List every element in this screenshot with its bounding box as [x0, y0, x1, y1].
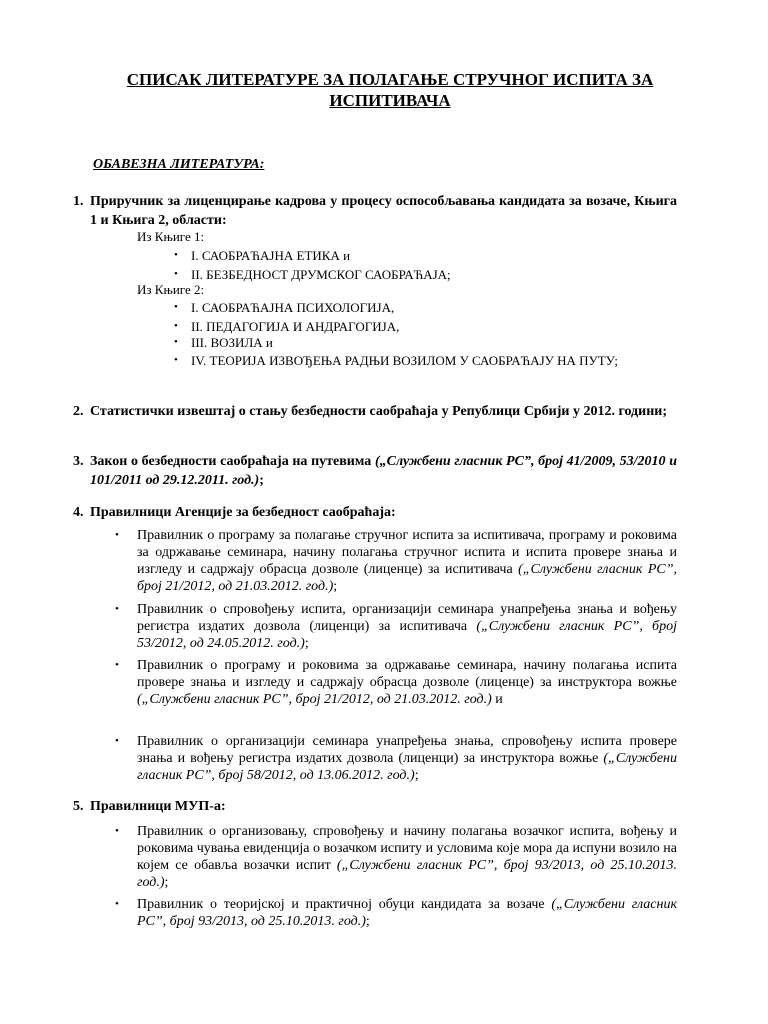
book1-label: Из Књиге 1: — [137, 229, 205, 244]
gazette-reference: („Службени гласник РС”, број 21/2012, од 21.03.2012. год.) — [137, 562, 678, 594]
bullet-icon: • — [115, 659, 119, 671]
bullet-icon: • — [174, 354, 178, 366]
gazette-reference: („Службени гласник РС”, број 93/2013, од 25.10.2013. год.) — [137, 897, 677, 929]
bullet-icon: • — [115, 898, 119, 910]
list-item: • IV. ТЕОРИЈА ИЗВОЂЕЊА РАДЊИ ВОЗИЛОМ У САОБРАЋАЈУ НА ПУТУ; — [174, 353, 618, 368]
list-item: • II. БЕЗБЕДНОСТ ДРУМСКОГ САОБРАЋАЈА; — [174, 267, 451, 282]
list-item: • III. ВОЗИЛА и — [174, 335, 273, 350]
rule-item: • Правилник о спровођењу испита, организацији семинара унапређења знања и вођењу регистра издатих дозвола (лиценци) за испитивача („Службени гласник РС”, број 53/2012, од 24.05.2012. год.); — [115, 602, 677, 651]
item-heading: Правилници МУП-а: — [90, 799, 226, 814]
document-title — [90, 69, 690, 111]
list-item-5 — [73, 797, 677, 816]
list-item-1 — [73, 192, 677, 230]
list-item: • II. ПЕДАГОГИЈА И АНДРАГОГИЈА, — [174, 319, 400, 334]
item-number: 2. — [73, 404, 84, 419]
bullet-icon: • — [115, 825, 119, 837]
gazette-reference: („Службени гласник РС”, број 58/2012, од 13.06.2012. год.) — [137, 751, 677, 783]
title-line-2: ИСПИТИВАЧА — [329, 91, 451, 110]
item-text: Приручник за лиценцирање кадрова у процесу оспособљавања кандидата за возаче, Књига 1 и Књига 2, области: — [90, 194, 677, 228]
bullet-icon: • — [174, 249, 178, 261]
list-item-3: 3. Закон о безбедности саобраћаја на путевима („Службени гласник РС”, број 41/2009, 53/2010 и 101/2011 од 29.12.2011. год.); — [73, 454, 677, 488]
list-item: • I. САОБРАЋАЈНА ПСИХОЛОГИЈА, — [174, 300, 395, 315]
book2-label: Из Књиге 2: — [137, 282, 205, 297]
gazette-reference: („Службени гласник РС”, број 41/2009, 53/2010 и 101/2011 од 29.12.2011. год.) — [90, 454, 677, 488]
gazette-reference: („Службени гласник РС”, број 53/2012, од 24.05.2012. год.) — [137, 619, 677, 651]
list-item-4 — [73, 503, 677, 522]
item-number: 4. — [73, 505, 84, 520]
item-heading: Правилници Агенције за безбедност саобраћаја: — [90, 505, 396, 520]
rule-item: • Правилник о теоријској и практичној обуци кандидата за возаче („Службени гласник РС”, број 93/2013, од 25.10.2013. год.); — [115, 897, 677, 929]
bullet-icon: • — [115, 603, 119, 615]
gazette-reference: („Службени гласник РС”, број 21/2012, од 21.03.2012. год.) — [137, 692, 492, 707]
rule-item: • Правилник о организацији семинара унапређења знања, спровођењу испита провере знања и вођењу регистра издатих дозвола (лиценци) за инструктора вожње („Службени гласник РС”, број 58/2012, од 13.06.2012. год.); — [115, 734, 677, 783]
rule-item: • Правилник о програму и роковима за одржавање семинара, начину полагања испита провере знања и изгледу и садржају обрасца дозволе (лиценце) за инструктора вожње („Службени гласник РС”, број 21/2012, од 21.03.2012. год.) и — [115, 658, 677, 707]
bullet-icon: • — [174, 336, 178, 348]
item-number: 1. — [73, 194, 84, 209]
item-number: 5. — [73, 799, 84, 814]
rule-item: • Правилник о програму за полагање стручног испита за испитивача, програму и роковима за одржавање семинара, начину полагања стручног испита и испита провере знања и изгледу и садржају обрасца дозволе (лиценце) за испитивача („Службени гласник РС”, број 21/2012, од 21.03.2012. год.); — [115, 528, 678, 594]
bullet-icon: • — [115, 735, 119, 747]
bullet-icon: • — [174, 301, 178, 313]
list-item: • I. САОБРАЋАЈНА ЕТИКА и — [174, 248, 351, 263]
item-text: Статистички извештај о стању безбедности саобраћаја у Републици Србији у 2012. години; — [90, 404, 667, 419]
bullet-icon: • — [115, 529, 119, 541]
mandatory-literature-heading: ОБАВЕЗНА ЛИТЕРАТУРА: — [93, 157, 265, 172]
title-line-1: СПИСАК ЛИТЕРАТУРЕ ЗА ПОЛАГАЊЕ СТРУЧНОГ ИСПИТА ЗА — [126, 70, 654, 89]
item-number: 3. — [73, 454, 84, 469]
gazette-reference: („Службени гласник РС”, број 93/2013, од 25.10.2013. год.) — [137, 858, 677, 890]
bullet-icon: • — [174, 320, 178, 332]
item-text: Закон о безбедности саобраћаја на путевима — [90, 454, 375, 469]
list-item-2 — [73, 402, 677, 421]
rule-item: • Правилник о организовању, спровођењу и начину полагања возачког испита, вођењу и роковима чувања евиденција о возачком испиту и условима које мора да испуни возило на којем се обавља возачки испит („Службени гласник РС”, број 93/2013, од 25.10.2013. год.); — [115, 824, 677, 890]
bullet-icon: • — [174, 268, 178, 280]
